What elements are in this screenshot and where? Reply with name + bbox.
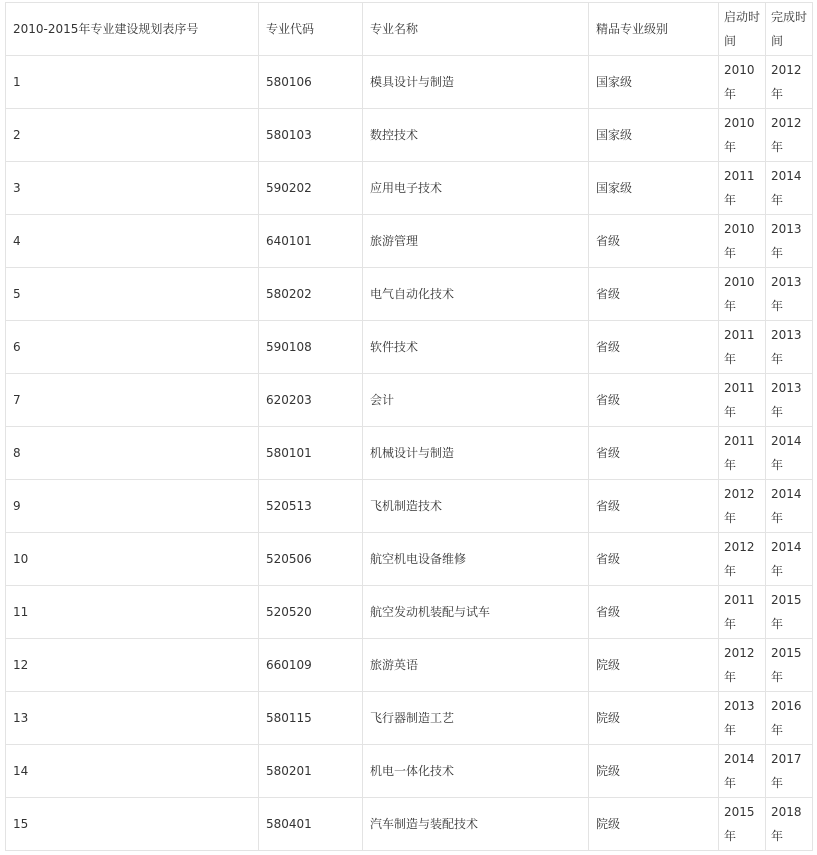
table-row bbox=[6, 586, 813, 639]
cell-level: 院级 bbox=[589, 692, 719, 745]
cell-level: 省级 bbox=[589, 374, 719, 427]
table-row bbox=[6, 533, 813, 586]
cell-code: 590108 bbox=[259, 321, 363, 374]
table-row bbox=[6, 56, 813, 109]
cell-name: 模具设计与制造 bbox=[363, 56, 589, 109]
table-row bbox=[6, 162, 813, 215]
cell-finish: 2017年 bbox=[766, 745, 813, 798]
cell-start: 2011年 bbox=[719, 162, 766, 215]
cell-name: 会计 bbox=[363, 374, 589, 427]
table-row bbox=[6, 427, 813, 480]
cell-level: 省级 bbox=[589, 268, 719, 321]
header-cell-level: 精品专业级别 bbox=[589, 3, 719, 56]
cell-finish: 2013年 bbox=[766, 268, 813, 321]
cell-finish: 2015年 bbox=[766, 586, 813, 639]
cell-start: 2010年 bbox=[719, 56, 766, 109]
cell-index: 14 bbox=[6, 745, 259, 798]
table-row bbox=[6, 215, 813, 268]
cell-name: 软件技术 bbox=[363, 321, 589, 374]
cell-code: 520520 bbox=[259, 586, 363, 639]
cell-index: 6 bbox=[6, 321, 259, 374]
cell-index: 1 bbox=[6, 56, 259, 109]
cell-finish: 2014年 bbox=[766, 427, 813, 480]
header-cell-finish: 完成时间 bbox=[766, 3, 813, 56]
cell-level: 院级 bbox=[589, 639, 719, 692]
cell-finish: 2014年 bbox=[766, 480, 813, 533]
cell-level: 国家级 bbox=[589, 162, 719, 215]
cell-finish: 2013年 bbox=[766, 215, 813, 268]
cell-start: 2011年 bbox=[719, 321, 766, 374]
table-row bbox=[6, 692, 813, 745]
cell-start: 2011年 bbox=[719, 427, 766, 480]
table-row bbox=[6, 745, 813, 798]
cell-level: 院级 bbox=[589, 798, 719, 851]
cell-code: 580103 bbox=[259, 109, 363, 162]
cell-level: 省级 bbox=[589, 321, 719, 374]
table-row bbox=[6, 109, 813, 162]
cell-level: 省级 bbox=[589, 480, 719, 533]
cell-start: 2014年 bbox=[719, 745, 766, 798]
cell-start: 2010年 bbox=[719, 215, 766, 268]
cell-index: 10 bbox=[6, 533, 259, 586]
cell-start: 2011年 bbox=[719, 586, 766, 639]
cell-finish: 2013年 bbox=[766, 374, 813, 427]
header-cell-start: 启动时间 bbox=[719, 3, 766, 56]
cell-name: 电气自动化技术 bbox=[363, 268, 589, 321]
cell-code: 580202 bbox=[259, 268, 363, 321]
table-row bbox=[6, 321, 813, 374]
cell-start: 2015年 bbox=[719, 798, 766, 851]
cell-index: 12 bbox=[6, 639, 259, 692]
table-row bbox=[6, 798, 813, 851]
cell-code: 660109 bbox=[259, 639, 363, 692]
cell-index: 9 bbox=[6, 480, 259, 533]
cell-level: 省级 bbox=[589, 427, 719, 480]
cell-finish: 2012年 bbox=[766, 109, 813, 162]
cell-index: 5 bbox=[6, 268, 259, 321]
cell-index: 4 bbox=[6, 215, 259, 268]
table-row bbox=[6, 268, 813, 321]
cell-code: 580201 bbox=[259, 745, 363, 798]
cell-code: 590202 bbox=[259, 162, 363, 215]
cell-finish: 2013年 bbox=[766, 321, 813, 374]
cell-name: 数控技术 bbox=[363, 109, 589, 162]
cell-level: 国家级 bbox=[589, 56, 719, 109]
cell-code: 580115 bbox=[259, 692, 363, 745]
cell-finish: 2014年 bbox=[766, 162, 813, 215]
cell-finish: 2016年 bbox=[766, 692, 813, 745]
table-row bbox=[6, 480, 813, 533]
cell-level: 省级 bbox=[589, 215, 719, 268]
cell-finish: 2015年 bbox=[766, 639, 813, 692]
table-header-row bbox=[6, 3, 813, 56]
cell-code: 640101 bbox=[259, 215, 363, 268]
cell-level: 院级 bbox=[589, 745, 719, 798]
cell-start: 2013年 bbox=[719, 692, 766, 745]
cell-start: 2012年 bbox=[719, 639, 766, 692]
cell-code: 520506 bbox=[259, 533, 363, 586]
table-row bbox=[6, 639, 813, 692]
cell-code: 520513 bbox=[259, 480, 363, 533]
cell-name: 旅游管理 bbox=[363, 215, 589, 268]
cell-finish: 2014年 bbox=[766, 533, 813, 586]
cell-name: 汽车制造与装配技术 bbox=[363, 798, 589, 851]
cell-name: 飞行器制造工艺 bbox=[363, 692, 589, 745]
cell-code: 620203 bbox=[259, 374, 363, 427]
cell-index: 8 bbox=[6, 427, 259, 480]
cell-level: 省级 bbox=[589, 533, 719, 586]
cell-index: 2 bbox=[6, 109, 259, 162]
cell-finish: 2012年 bbox=[766, 56, 813, 109]
cell-index: 7 bbox=[6, 374, 259, 427]
cell-code: 580106 bbox=[259, 56, 363, 109]
header-cell-code: 专业代码 bbox=[259, 3, 363, 56]
major-plan-table bbox=[5, 2, 813, 851]
cell-level: 国家级 bbox=[589, 109, 719, 162]
cell-code: 580101 bbox=[259, 427, 363, 480]
cell-name: 旅游英语 bbox=[363, 639, 589, 692]
cell-start: 2010年 bbox=[719, 268, 766, 321]
cell-finish: 2018年 bbox=[766, 798, 813, 851]
cell-index: 13 bbox=[6, 692, 259, 745]
cell-start: 2010年 bbox=[719, 109, 766, 162]
cell-level: 省级 bbox=[589, 586, 719, 639]
cell-index: 11 bbox=[6, 586, 259, 639]
cell-index: 15 bbox=[6, 798, 259, 851]
cell-name: 飞机制造技术 bbox=[363, 480, 589, 533]
cell-name: 航空机电设备维修 bbox=[363, 533, 589, 586]
cell-start: 2012年 bbox=[719, 533, 766, 586]
cell-name: 航空发动机装配与试车 bbox=[363, 586, 589, 639]
cell-index: 3 bbox=[6, 162, 259, 215]
header-cell-name: 专业名称 bbox=[363, 3, 589, 56]
cell-name: 机械设计与制造 bbox=[363, 427, 589, 480]
header-cell-index: 2010-2015年专业建设规划表序号 bbox=[6, 3, 259, 56]
cell-start: 2011年 bbox=[719, 374, 766, 427]
cell-code: 580401 bbox=[259, 798, 363, 851]
table-row bbox=[6, 374, 813, 427]
cell-name: 应用电子技术 bbox=[363, 162, 589, 215]
cell-name: 机电一体化技术 bbox=[363, 745, 589, 798]
cell-start: 2012年 bbox=[719, 480, 766, 533]
